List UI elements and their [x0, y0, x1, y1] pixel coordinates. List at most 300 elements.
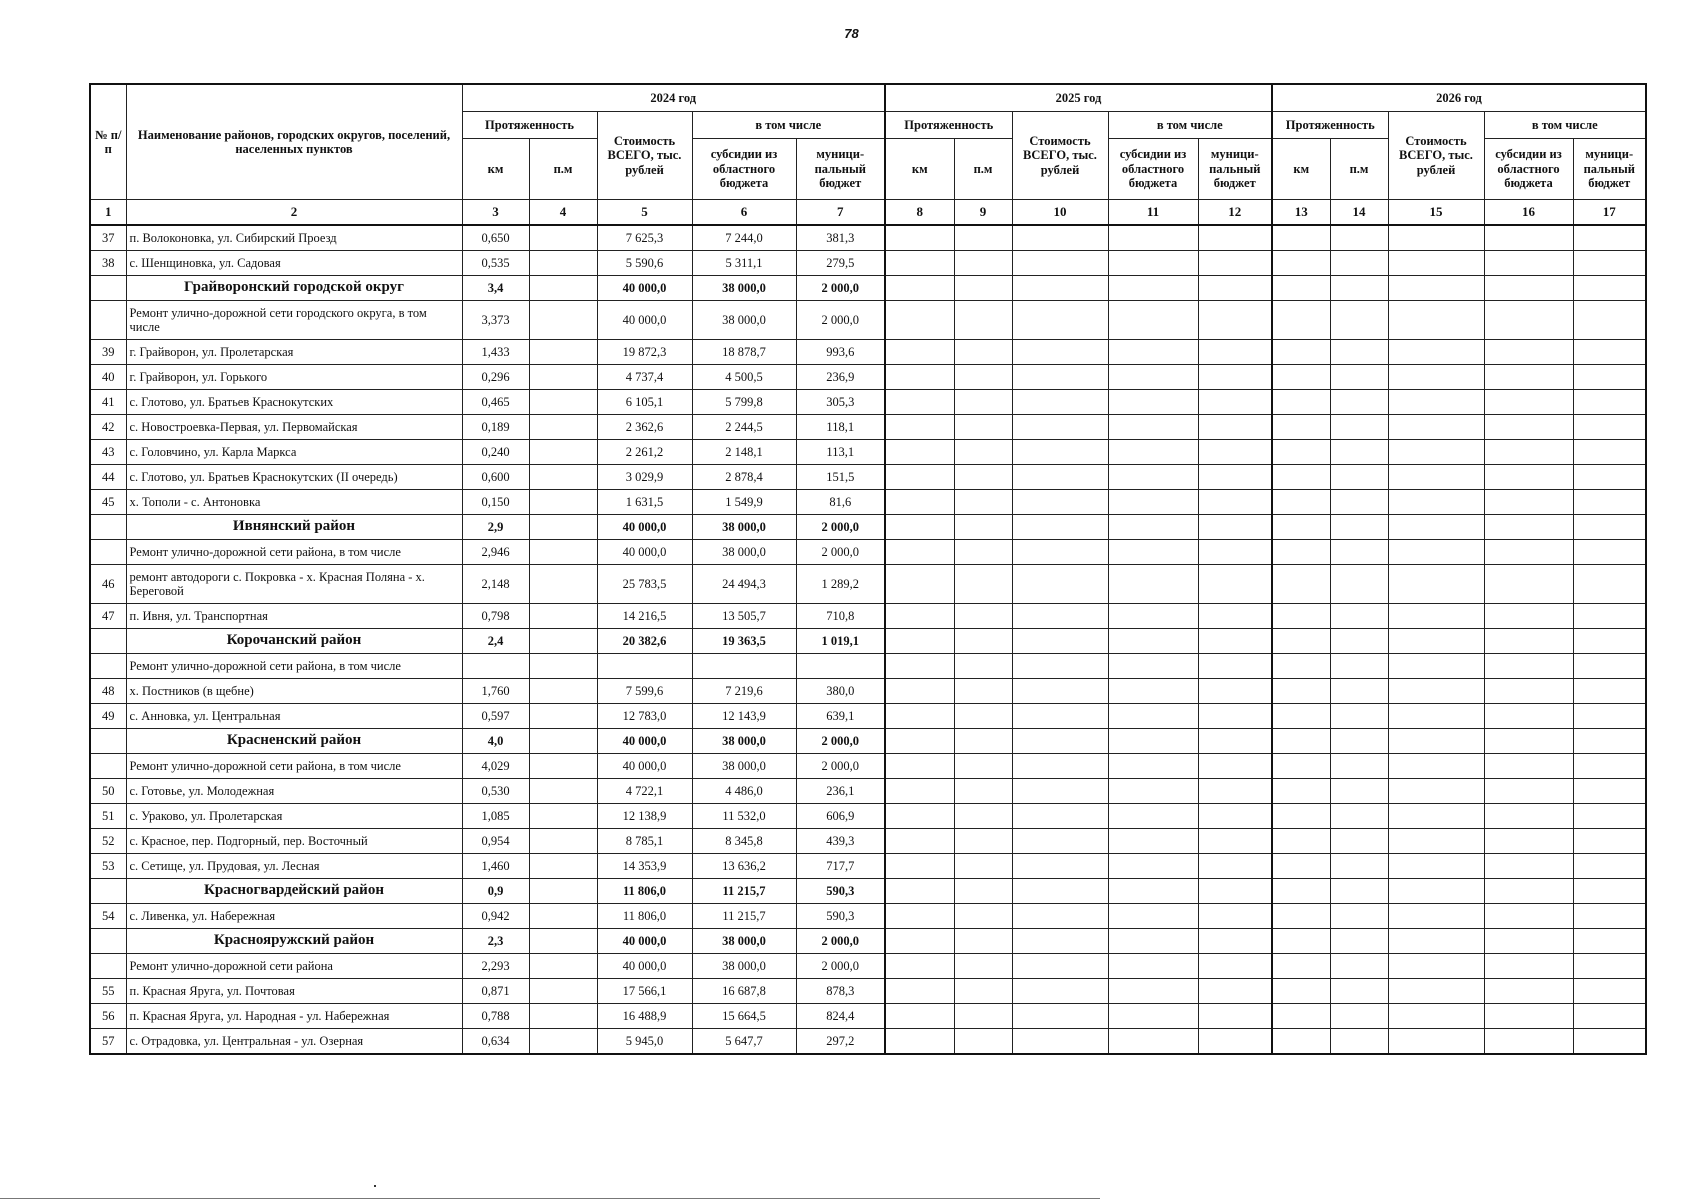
length-pm	[529, 904, 597, 929]
empty-cell	[1108, 979, 1198, 1004]
cost-total: 11 806,0	[597, 879, 692, 904]
empty-cell	[1198, 904, 1272, 929]
empty-cell	[1012, 365, 1108, 390]
empty-cell	[954, 390, 1012, 415]
empty-cell	[1330, 779, 1388, 804]
length-pm	[529, 415, 597, 440]
empty-cell	[1108, 754, 1198, 779]
length-km: 0,798	[462, 604, 529, 629]
column-number: 1	[90, 200, 126, 226]
header-incl-2026: в том числе	[1484, 112, 1646, 139]
empty-cell	[1198, 1029, 1272, 1055]
header-subsidy-2025: субсидии из областного бюджета	[1108, 139, 1198, 200]
column-number: 11	[1108, 200, 1198, 226]
empty-cell	[1272, 979, 1330, 1004]
empty-cell	[1573, 301, 1646, 340]
header-pm-2025: п.м	[954, 139, 1012, 200]
empty-cell	[1012, 440, 1108, 465]
length-pm	[529, 854, 597, 879]
empty-cell	[1108, 629, 1198, 654]
empty-cell	[1198, 604, 1272, 629]
empty-cell	[1108, 251, 1198, 276]
empty-cell	[1484, 654, 1573, 679]
cost-total: 2 261,2	[597, 440, 692, 465]
municipal-amount: 590,3	[796, 904, 885, 929]
row-number	[90, 929, 126, 954]
empty-cell	[1484, 301, 1573, 340]
empty-cell	[1012, 301, 1108, 340]
column-number: 10	[1012, 200, 1108, 226]
municipal-amount: 439,3	[796, 829, 885, 854]
empty-cell	[1198, 515, 1272, 540]
empty-cell	[1484, 879, 1573, 904]
empty-cell	[1484, 251, 1573, 276]
empty-cell	[1198, 679, 1272, 704]
empty-cell	[885, 954, 954, 979]
cost-total: 11 806,0	[597, 904, 692, 929]
row-name: х. Постников (в щебне)	[126, 679, 462, 704]
empty-cell	[1272, 225, 1330, 251]
empty-cell	[1012, 465, 1108, 490]
length-km: 0,597	[462, 704, 529, 729]
empty-cell	[1108, 679, 1198, 704]
length-pm	[529, 654, 597, 679]
empty-cell	[885, 440, 954, 465]
empty-cell	[1012, 779, 1108, 804]
empty-cell	[1272, 604, 1330, 629]
empty-cell	[885, 390, 954, 415]
empty-cell	[1272, 954, 1330, 979]
empty-cell	[1198, 565, 1272, 604]
length-km: 2,3	[462, 929, 529, 954]
municipal-amount: 717,7	[796, 854, 885, 879]
row-number: 56	[90, 1004, 126, 1029]
row-number: 46	[90, 565, 126, 604]
row-name: с. Отрадовка, ул. Центральная - ул. Озерная	[126, 1029, 462, 1055]
row-number: 39	[90, 340, 126, 365]
row-number: 37	[90, 225, 126, 251]
header-cost-2026: Стоимость ВСЕГО, тыс. рублей	[1388, 112, 1484, 200]
empty-cell	[885, 704, 954, 729]
length-km: 2,293	[462, 954, 529, 979]
empty-cell	[1330, 1004, 1388, 1029]
empty-cell	[1108, 301, 1198, 340]
empty-cell	[1012, 390, 1108, 415]
empty-cell	[1330, 415, 1388, 440]
row-number: 41	[90, 390, 126, 415]
empty-cell	[954, 415, 1012, 440]
empty-cell	[1573, 1029, 1646, 1055]
empty-cell	[1272, 415, 1330, 440]
empty-cell	[885, 340, 954, 365]
empty-cell	[954, 829, 1012, 854]
empty-cell	[1272, 779, 1330, 804]
district-row	[90, 879, 1646, 904]
length-pm	[529, 440, 597, 465]
row-number: 42	[90, 415, 126, 440]
header-municipal-2026: муници-пальный бюджет	[1573, 139, 1646, 200]
empty-cell	[1388, 1029, 1484, 1055]
empty-cell	[885, 979, 954, 1004]
empty-cell	[1108, 540, 1198, 565]
subsidy-amount: 2 244,5	[692, 415, 796, 440]
empty-cell	[1012, 929, 1108, 954]
empty-cell	[1108, 879, 1198, 904]
empty-cell	[1198, 929, 1272, 954]
cost-total: 5 590,6	[597, 251, 692, 276]
subsidy-amount: 5 311,1	[692, 251, 796, 276]
length-pm	[529, 365, 597, 390]
empty-cell	[1573, 854, 1646, 879]
empty-cell	[1330, 390, 1388, 415]
header-pm-2026: п.м	[1330, 139, 1388, 200]
row-name: с. Шенщиновка, ул. Садовая	[126, 251, 462, 276]
subsidy-amount: 38 000,0	[692, 929, 796, 954]
table-row	[90, 565, 1646, 604]
length-km: 4,029	[462, 754, 529, 779]
table-row	[90, 979, 1646, 1004]
scan-artifact-line	[0, 1198, 1100, 1199]
district-row	[90, 929, 1646, 954]
empty-cell	[1330, 954, 1388, 979]
empty-cell	[1272, 629, 1330, 654]
empty-cell	[954, 629, 1012, 654]
subsidy-amount: 5 647,7	[692, 1029, 796, 1055]
cost-total: 2 362,6	[597, 415, 692, 440]
length-km: 0,150	[462, 490, 529, 515]
length-km: 0,954	[462, 829, 529, 854]
cost-total: 17 566,1	[597, 979, 692, 1004]
row-name: Ремонт улично-дорожной сети района, в том числе	[126, 540, 462, 565]
empty-cell	[954, 540, 1012, 565]
empty-cell	[1012, 829, 1108, 854]
empty-cell	[1388, 804, 1484, 829]
column-number: 9	[954, 200, 1012, 226]
row-number: 45	[90, 490, 126, 515]
empty-cell	[1012, 540, 1108, 565]
length-pm	[529, 829, 597, 854]
empty-cell	[1388, 879, 1484, 904]
row-number: 48	[90, 679, 126, 704]
length-pm	[529, 490, 597, 515]
municipal-amount: 81,6	[796, 490, 885, 515]
row-number	[90, 515, 126, 540]
empty-cell	[1330, 540, 1388, 565]
column-number: 3	[462, 200, 529, 226]
table-row	[90, 415, 1646, 440]
empty-cell	[1272, 854, 1330, 879]
empty-cell	[1484, 779, 1573, 804]
table-header	[90, 84, 1646, 225]
empty-cell	[1108, 565, 1198, 604]
row-number: 53	[90, 854, 126, 879]
table-row	[90, 704, 1646, 729]
table-row	[90, 904, 1646, 929]
empty-cell	[1573, 629, 1646, 654]
empty-cell	[1198, 225, 1272, 251]
empty-cell	[885, 829, 954, 854]
length-pm	[529, 340, 597, 365]
row-number	[90, 540, 126, 565]
empty-cell	[1388, 829, 1484, 854]
subsidy-amount: 1 549,9	[692, 490, 796, 515]
subsidy-amount: 4 486,0	[692, 779, 796, 804]
empty-cell	[1388, 415, 1484, 440]
length-km: 0,465	[462, 390, 529, 415]
empty-cell	[1484, 804, 1573, 829]
municipal-amount: 297,2	[796, 1029, 885, 1055]
empty-cell	[1012, 515, 1108, 540]
column-number: 15	[1388, 200, 1484, 226]
header-year-2026: 2026 год	[1272, 84, 1646, 112]
table-row	[90, 251, 1646, 276]
table-row	[90, 1004, 1646, 1029]
header-subsidy-2026: субсидии из областного бюджета	[1484, 139, 1573, 200]
empty-cell	[1484, 276, 1573, 301]
empty-cell	[1272, 515, 1330, 540]
header-length-2026: Протяженность	[1272, 112, 1388, 139]
subsidy-amount: 24 494,3	[692, 565, 796, 604]
municipal-amount: 2 000,0	[796, 276, 885, 301]
empty-cell	[1108, 1029, 1198, 1055]
cost-total: 14 216,5	[597, 604, 692, 629]
municipal-amount	[796, 654, 885, 679]
subsidy-amount: 19 363,5	[692, 629, 796, 654]
length-km: 1,760	[462, 679, 529, 704]
empty-cell	[885, 679, 954, 704]
empty-cell	[1573, 779, 1646, 804]
empty-cell	[1108, 415, 1198, 440]
empty-cell	[1388, 540, 1484, 565]
row-number	[90, 654, 126, 679]
row-name: с. Новостроевка-Первая, ул. Первомайская	[126, 415, 462, 440]
empty-cell	[1272, 829, 1330, 854]
empty-cell	[1198, 854, 1272, 879]
empty-cell	[1272, 904, 1330, 929]
header-cost-2024: Стоимость ВСЕГО, тыс. рублей	[597, 112, 692, 200]
road-repair-table	[89, 83, 1647, 1055]
subsidy-amount: 38 000,0	[692, 515, 796, 540]
table-row	[90, 754, 1646, 779]
empty-cell	[1573, 465, 1646, 490]
empty-cell	[1272, 301, 1330, 340]
empty-cell	[1573, 440, 1646, 465]
header-km-2025: км	[885, 139, 954, 200]
empty-cell	[1012, 276, 1108, 301]
empty-cell	[1108, 904, 1198, 929]
empty-cell	[1330, 854, 1388, 879]
empty-cell	[1388, 654, 1484, 679]
page-number: 78	[844, 26, 859, 41]
length-km: 0,788	[462, 1004, 529, 1029]
length-km: 4,0	[462, 729, 529, 754]
empty-cell	[1388, 754, 1484, 779]
row-number: 55	[90, 979, 126, 1004]
empty-cell	[885, 804, 954, 829]
empty-cell	[1484, 340, 1573, 365]
table-row	[90, 779, 1646, 804]
empty-cell	[1388, 929, 1484, 954]
length-pm	[529, 754, 597, 779]
empty-cell	[954, 879, 1012, 904]
empty-cell	[1272, 679, 1330, 704]
empty-cell	[1484, 854, 1573, 879]
subsidy-amount: 7 244,0	[692, 225, 796, 251]
empty-cell	[1330, 515, 1388, 540]
subsidy-amount	[692, 654, 796, 679]
subsidy-amount: 38 000,0	[692, 954, 796, 979]
empty-cell	[1388, 490, 1484, 515]
length-km: 0,9	[462, 879, 529, 904]
length-pm	[529, 540, 597, 565]
table-row	[90, 604, 1646, 629]
row-name: Ремонт улично-дорожной сети района, в том числе	[126, 654, 462, 679]
column-number: 16	[1484, 200, 1573, 226]
table-row	[90, 654, 1646, 679]
row-number	[90, 954, 126, 979]
empty-cell	[1272, 929, 1330, 954]
municipal-amount: 639,1	[796, 704, 885, 729]
empty-cell	[1198, 1004, 1272, 1029]
empty-cell	[1198, 729, 1272, 754]
municipal-amount: 1 019,1	[796, 629, 885, 654]
row-number: 44	[90, 465, 126, 490]
empty-cell	[954, 340, 1012, 365]
subsidy-amount: 13 505,7	[692, 604, 796, 629]
empty-cell	[954, 515, 1012, 540]
empty-cell	[1484, 729, 1573, 754]
length-pm	[529, 276, 597, 301]
empty-cell	[1272, 1004, 1330, 1029]
empty-cell	[1388, 365, 1484, 390]
empty-cell	[1484, 490, 1573, 515]
empty-cell	[885, 654, 954, 679]
length-km: 0,296	[462, 365, 529, 390]
empty-cell	[1484, 979, 1573, 1004]
empty-cell	[885, 754, 954, 779]
empty-cell	[1108, 854, 1198, 879]
subsidy-amount: 2 148,1	[692, 440, 796, 465]
length-pm	[529, 1029, 597, 1055]
cost-total: 6 105,1	[597, 390, 692, 415]
empty-cell	[1012, 729, 1108, 754]
empty-cell	[1484, 565, 1573, 604]
empty-cell	[1198, 276, 1272, 301]
empty-cell	[1012, 879, 1108, 904]
row-name: с. Ураково, ул. Пролетарская	[126, 804, 462, 829]
length-km: 0,650	[462, 225, 529, 251]
empty-cell	[1330, 465, 1388, 490]
empty-cell	[1484, 929, 1573, 954]
row-number: 38	[90, 251, 126, 276]
empty-cell	[1198, 704, 1272, 729]
subsidy-amount: 18 878,7	[692, 340, 796, 365]
subsidy-amount: 4 500,5	[692, 365, 796, 390]
empty-cell	[1272, 540, 1330, 565]
empty-cell	[885, 1004, 954, 1029]
header-municipal-2024: муници-пальный бюджет	[796, 139, 885, 200]
empty-cell	[1108, 276, 1198, 301]
cost-total: 40 000,0	[597, 954, 692, 979]
empty-cell	[1108, 779, 1198, 804]
empty-cell	[1012, 754, 1108, 779]
empty-cell	[1330, 729, 1388, 754]
empty-cell	[1573, 979, 1646, 1004]
cost-total: 25 783,5	[597, 565, 692, 604]
empty-cell	[954, 804, 1012, 829]
row-name: Ремонт улично-дорожной сети городского округа, в том числе	[126, 301, 462, 340]
length-km: 2,4	[462, 629, 529, 654]
empty-cell	[1108, 804, 1198, 829]
row-name: Грайворонский городской округ	[126, 276, 462, 301]
empty-cell	[1108, 440, 1198, 465]
empty-cell	[1388, 465, 1484, 490]
row-name: с. Сетище, ул. Прудовая, ул. Лесная	[126, 854, 462, 879]
header-incl-2024: в том числе	[692, 112, 885, 139]
table-row	[90, 829, 1646, 854]
empty-cell	[954, 565, 1012, 604]
table-row	[90, 490, 1646, 515]
empty-cell	[1330, 704, 1388, 729]
empty-cell	[1272, 1029, 1330, 1055]
empty-cell	[1388, 904, 1484, 929]
length-km: 1,460	[462, 854, 529, 879]
municipal-amount: 1 289,2	[796, 565, 885, 604]
empty-cell	[885, 515, 954, 540]
empty-cell	[954, 1029, 1012, 1055]
empty-cell	[885, 365, 954, 390]
empty-cell	[954, 979, 1012, 1004]
empty-cell	[1272, 276, 1330, 301]
length-km: 3,4	[462, 276, 529, 301]
empty-cell	[885, 565, 954, 604]
empty-cell	[1108, 704, 1198, 729]
empty-cell	[1272, 729, 1330, 754]
empty-cell	[1388, 1004, 1484, 1029]
municipal-amount: 113,1	[796, 440, 885, 465]
empty-cell	[1484, 754, 1573, 779]
empty-cell	[1198, 954, 1272, 979]
empty-cell	[1108, 829, 1198, 854]
empty-cell	[1330, 490, 1388, 515]
empty-cell	[1108, 465, 1198, 490]
empty-cell	[1198, 654, 1272, 679]
length-km: 2,946	[462, 540, 529, 565]
cost-total: 8 785,1	[597, 829, 692, 854]
municipal-amount: 2 000,0	[796, 954, 885, 979]
municipal-amount: 2 000,0	[796, 515, 885, 540]
subsidy-amount: 8 345,8	[692, 829, 796, 854]
empty-cell	[1573, 829, 1646, 854]
length-pm	[529, 879, 597, 904]
row-name: Краснояружский район	[126, 929, 462, 954]
scan-artifact-dot	[374, 1185, 376, 1187]
empty-cell	[1012, 604, 1108, 629]
length-pm	[529, 301, 597, 340]
cost-total: 20 382,6	[597, 629, 692, 654]
empty-cell	[1198, 804, 1272, 829]
empty-cell	[1108, 1004, 1198, 1029]
cost-total: 14 353,9	[597, 854, 692, 879]
empty-cell	[954, 729, 1012, 754]
empty-cell	[1330, 301, 1388, 340]
header-num: № п/п	[90, 84, 126, 200]
municipal-amount: 993,6	[796, 340, 885, 365]
empty-cell	[1388, 854, 1484, 879]
empty-cell	[1573, 515, 1646, 540]
empty-cell	[1573, 390, 1646, 415]
empty-cell	[1484, 954, 1573, 979]
